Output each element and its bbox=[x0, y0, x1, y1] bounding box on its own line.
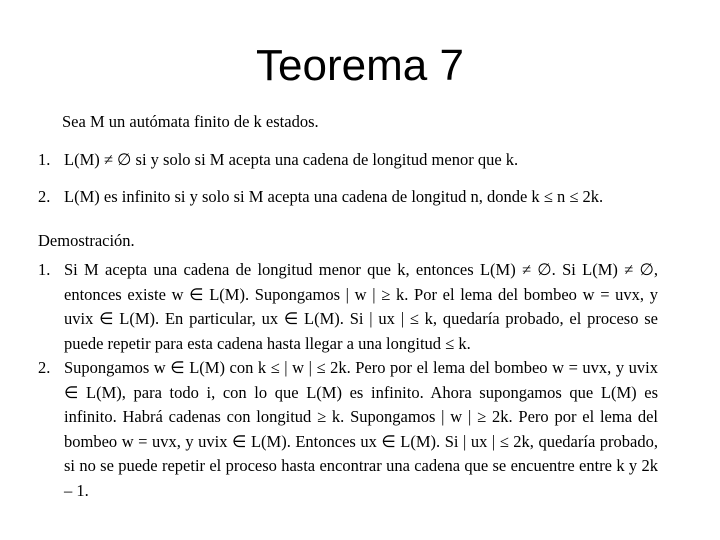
proof-item-text: Si M acepta una cadena de longitud menor que k, entonces L(M) ≠ ∅. Si L(M) ≠ ∅, entonces existe w ∈ L(M). Supongamos | w | ≥ k. Por el lema del bombeo w = uvx, y uvix ∈ L(M). En particular, ux ∈ L(M). Si | ux | ≤ k, quedaría probado, el proceso se puede repetir para esta cadena hasta llegar a una longitud ≤ k. bbox=[64, 260, 658, 353]
theorem-item-number: 1. bbox=[38, 150, 51, 169]
theorem-item-number: 2. bbox=[38, 187, 51, 206]
theorem-item-1 bbox=[38, 148, 658, 172]
theorem-item-text: L(M) es infinito si y solo si M acepta una cadena de longitud n, donde k ≤ n ≤ 2k. bbox=[64, 187, 604, 206]
intro-text: Sea M un autómata finito de k estados. bbox=[62, 112, 319, 131]
proof-item-number: 2. bbox=[38, 358, 51, 377]
proof-heading: Demostración. bbox=[38, 231, 135, 250]
proof-item-2 bbox=[38, 356, 658, 503]
theorem-item-text: L(M) ≠ ∅ si y solo si M acepta una cadena de longitud menor que k. bbox=[64, 150, 519, 169]
slide-title: Teorema 7 bbox=[256, 41, 464, 90]
theorem-item-2 bbox=[38, 185, 658, 209]
proof-item-number: 1. bbox=[38, 260, 51, 279]
proof-item-1 bbox=[38, 258, 658, 356]
proof-item-text: Supongamos w ∈ L(M) con k ≤ | w | ≤ 2k. Pero por el lema del bombeo w = uvx, y uvix ∈ L(M), para todo i, con lo que L(M) es infinito. Ahora supongamos que L(M) es infinito. Habrá cadenas con longitud ≥ k. Supongamos | w | ≥ 2k. Pero por el lema del bombeo w = uvx, y uvix ∈ L(M). Entonces ux ∈ L(M). Si | ux | ≤ 2k, quedaría probado, si no se puede repetir el proceso hasta encontrar una cadena que se encuentre entre k y 2k – 1. bbox=[64, 358, 658, 500]
